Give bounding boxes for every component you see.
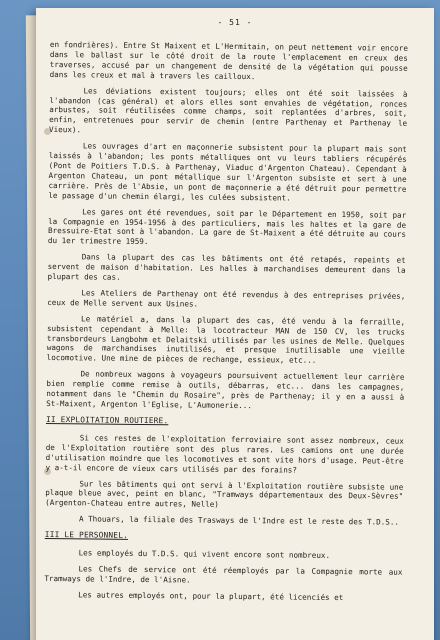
- paragraph: Dans la plupart des cas les bâtiments ont été retapés, repeints et servent de maison d'habitation. Les halles à marchandises demeurent dans la plupart des cas.: [47, 252, 406, 282]
- paragraph: Sur les bâtiments qui ont servi à l'Exploitation routière subsiste une plaque bleue avec, peint en blanc, "Tramways départementaux des Deux-Sèvres" (Argenton-Chateau entre autres, Nelle): [45, 478, 404, 510]
- paragraph: Les Chefs de service ont été réemployés par la Compagnie morte aux Tramways de l'Indre, de l'Aisne.: [44, 564, 403, 585]
- document-page: [36, 8, 434, 640]
- paragraph: Les gares ont été revendues, soit par le Département en 1950, soit par la Compagnie en 1954-1956 à des particuliers, mais les haltes et la gare de Bressuire-Etat sont à l'abandon. La gare de St-Maixent a été détruite au cours du 1er trimestre 1959.: [47, 206, 407, 247]
- paragraph: Si ces restes de l'exploitation ferroviaire sont assez nombreux, ceux de l'Exploitation routière sont des plus rares. Les camions ont une durée d'utilisation moindre que les locomotives et sont vite hors d'usage. Peut-être y a-t-il encore de vieux cars utilisés par des forains?: [45, 433, 404, 475]
- paragraph: Les déviations existent toujours; elles ont été soit laissées à l'abandon (cas général) et alors elles sont envahies de végétation, ronces arbustes, soit réutilisées comme champs, soit replantées d'arbres, soit, enfin, entretenues pour servir de chemin (entre Parthenay et Parthenay le Vieux).: [49, 85, 408, 135]
- paragraph: en fondrières). Entre St Maixent et L'Hermitain, on peut nettement voir encore dans le ballast sur le côté droit de la route l'emplacement en creux des traverses, accusé par un changement de densité de la végétation qui pousse dans les creux et mal à travers les cailloux.: [49, 40, 408, 81]
- paragraph: De nombreux wagons à voyageurs poursuivent actuellement leur carrière bien remplie comme remise à outils, débarras, etc... dans les campagnes, notamment dans le "Chemin du Rosaire", près de Parthenay; il y en a aussi à St-Maixent, Argenton l'Eglise, L'Aumonerie...: [46, 369, 405, 411]
- document-body: [44, 40, 408, 609]
- paragraph: Le matériel a, dans la plupart des cas, été vendu à la ferraille, subsistent cependant à Melle: la locotracteur MAN de 150 CV, les trucks transbordeurs Langbohm et Delaitski utilisés par les usines de Melle. Quelques wagons de marchandises inutilisés, et presque inutilisable une vieille locomotive. Une mine de pièces de rechange, essieux, etc...: [46, 314, 406, 366]
- page-number: - 51 -: [217, 18, 253, 27]
- paragraph: Les ouvrages d'art en maçonnerie subsistent pour la plupart mais sont laissés à l'abandon; les ponts métalliques ont vu leurs tabliers récupérés (Pont de Poitiers T.D.S. à Parthenay, Viaduc d'Argenton Chateau). Cependant à Argenton Chateau, un pont métallique sur l'Argenton subsiste et sert à une carrière. Près de l'Absie, un pont de maçonnerie a été détruit pour permettre le passage d'un chemin élargi, les culées subsistent.: [48, 141, 407, 203]
- paragraph: Les Ateliers de Parthenay ont été revendus à des entreprises privées, ceux de Melle servent aux Usines.: [47, 288, 406, 309]
- paragraph: Les employés du T.D.S. qui vivent encore sont nombreux.: [78, 548, 331, 561]
- paragraph: A Thouars, la filiale des Trasways de l'Indre est le reste des T.D.S..: [78, 514, 400, 527]
- section-heading: III LE PERSONNEL.: [44, 530, 129, 541]
- paragraph: Les autres employés ont, pour la plupart, été licenciés et: [78, 590, 344, 602]
- section-heading: II EXPLOITATION ROUTIERE.: [45, 414, 169, 426]
